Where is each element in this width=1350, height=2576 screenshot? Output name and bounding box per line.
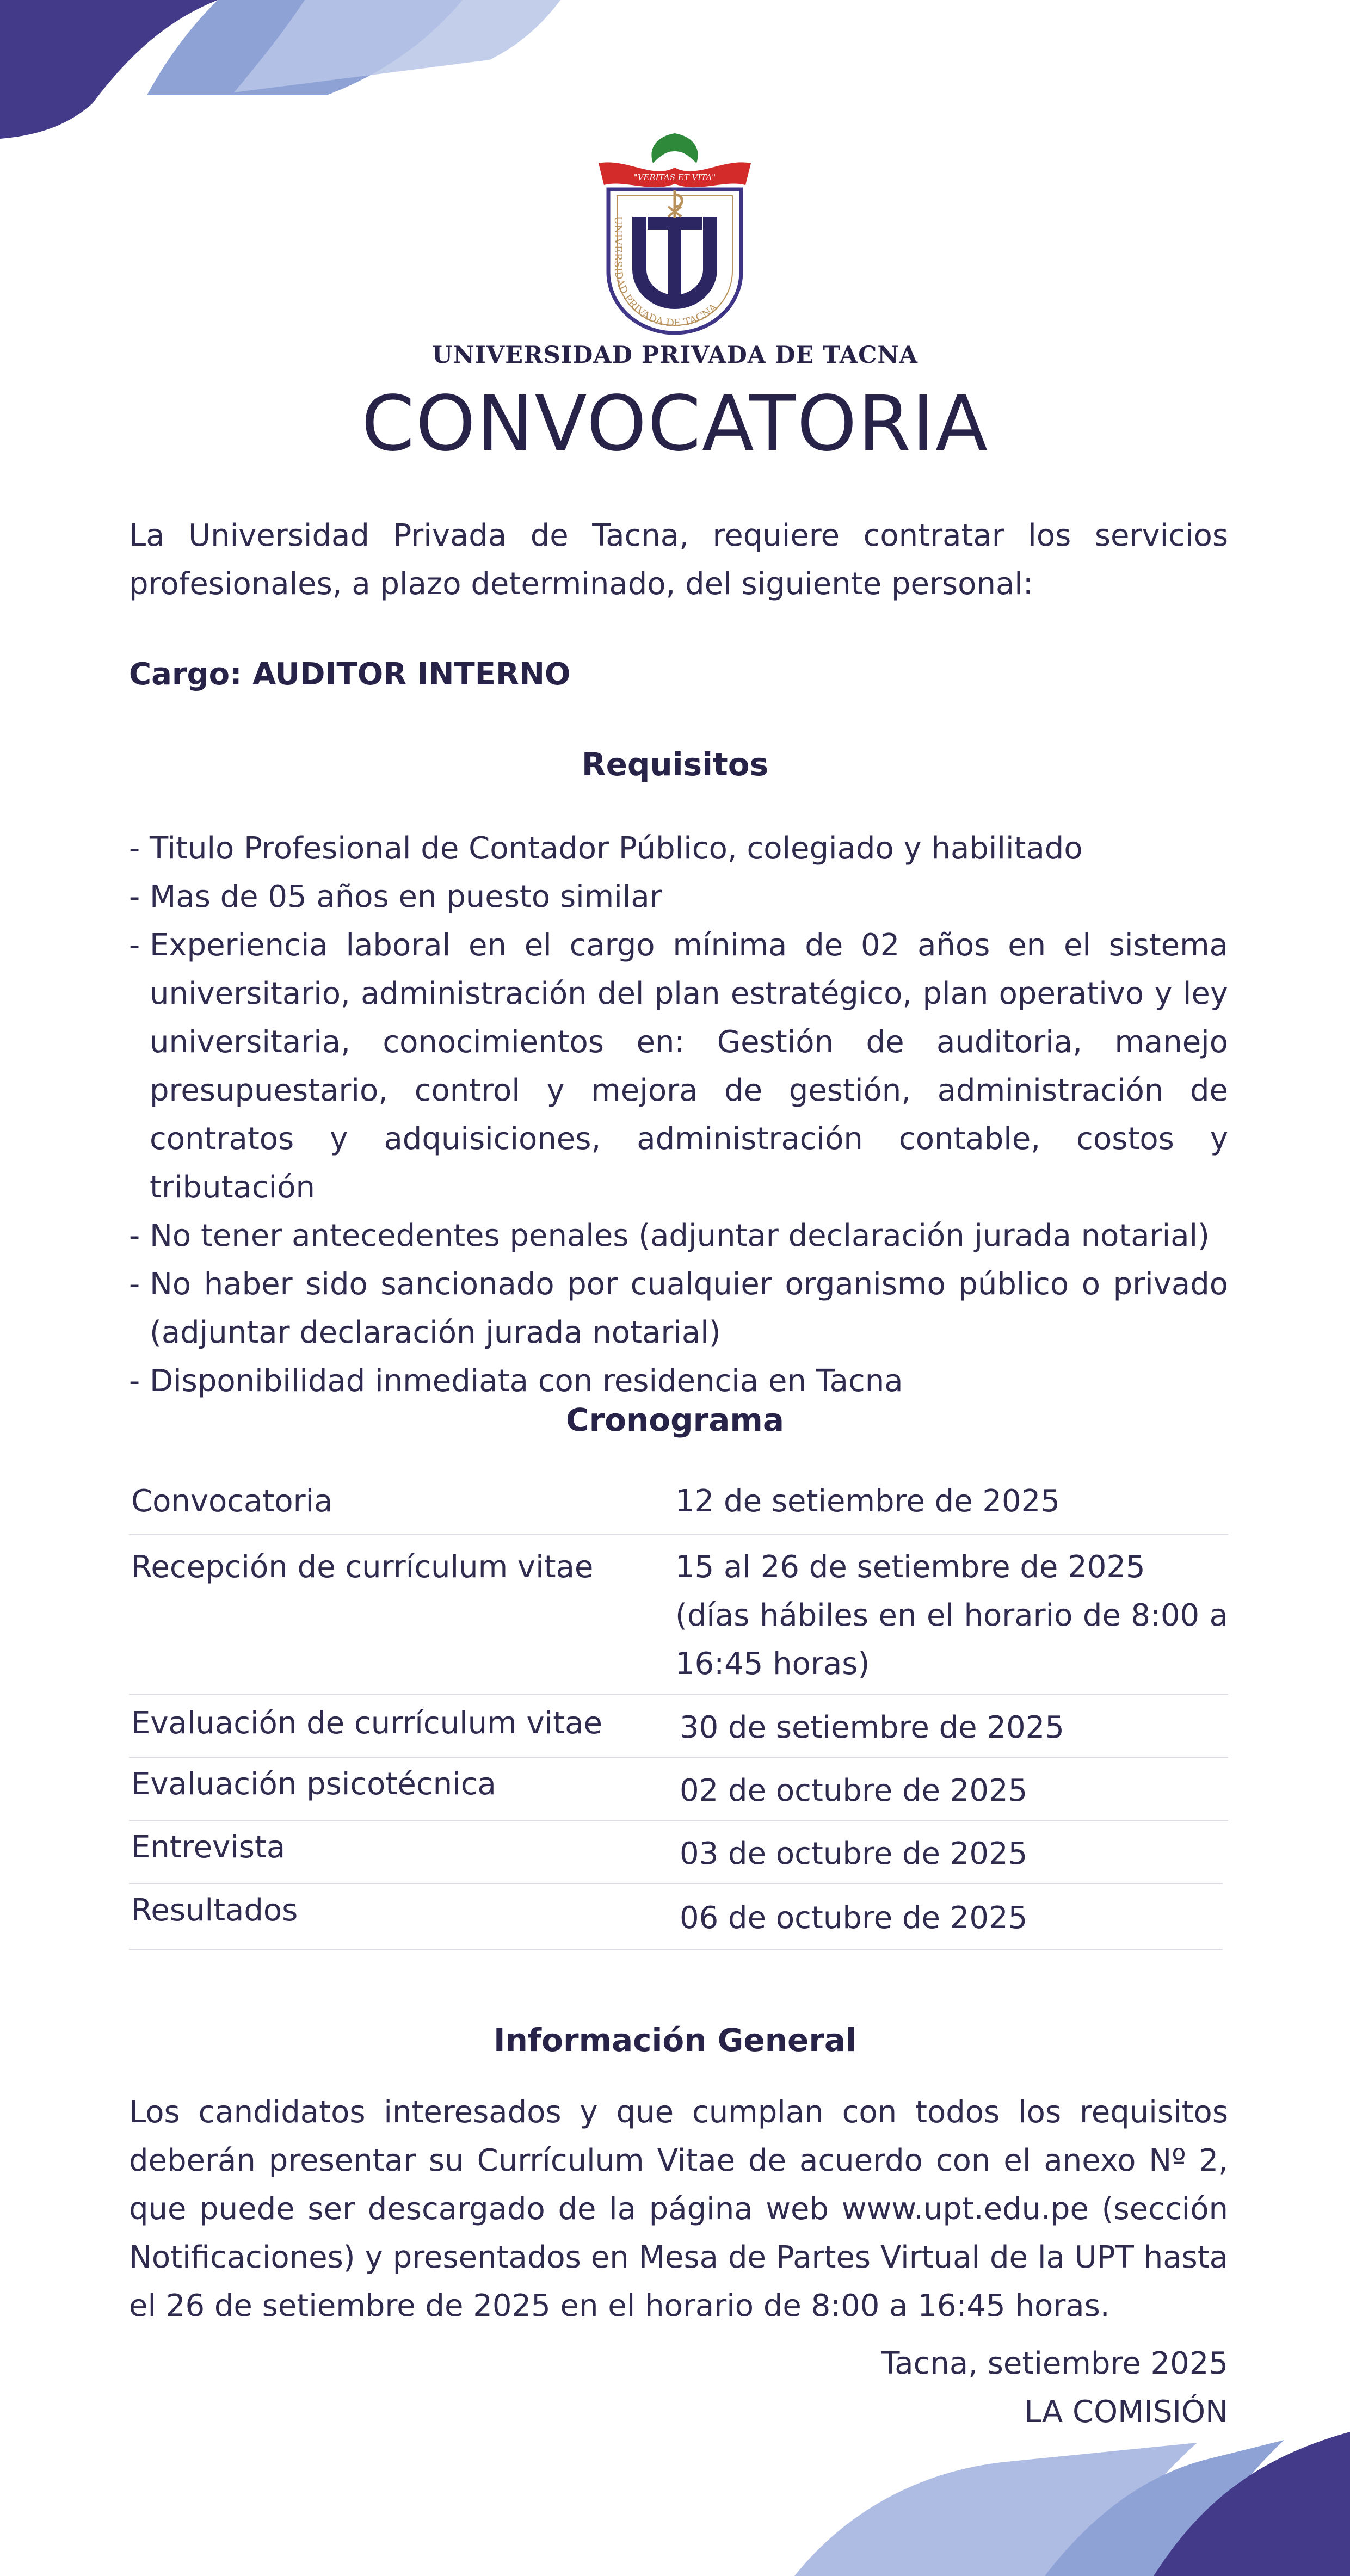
university-logo — [593, 125, 756, 337]
requirements-list — [129, 824, 1228, 1405]
schedule-date: 15 al 26 de setiembre de 2025 — [675, 1549, 1145, 1585]
schedule-stage: Resultados — [131, 1893, 298, 1928]
table-row — [129, 1474, 1228, 1535]
schedule-date: 30 de setiembre de 2025 — [680, 1710, 1064, 1745]
signoff — [129, 2339, 1228, 2436]
schedule-date: 03 de octubre de 2025 — [680, 1836, 1028, 1871]
intro-paragraph: La Universidad Privada de Tacna, requiere contratar los servicios profesionales, a plazo determinado, del siguiente personal: — [129, 518, 1228, 602]
requirement-item: - No haber sido sancionado por cualquier organismo público o privado (adjuntar declaración jurada notarial) — [129, 1260, 1228, 1357]
general-info-heading: Información General — [494, 2022, 856, 2059]
table-row — [129, 1884, 1223, 1950]
requirement-item: - No tener antecedentes penales (adjuntar declaración jurada notarial) — [129, 1212, 1228, 1260]
schedule-heading: Cronograma — [566, 1401, 784, 1438]
schedule-date: 12 de setiembre de 2025 — [675, 1484, 1060, 1519]
table-row — [129, 1535, 1228, 1695]
table-row — [129, 1758, 1228, 1821]
signoff-signer: LA COMISIÓN — [1024, 2394, 1228, 2430]
top-corner-decoration — [0, 0, 599, 141]
institution-name: UNIVERSIDAD PRIVADA DE TACNA — [432, 342, 918, 369]
page-title: CONVOCATORIA — [361, 380, 989, 468]
schedule-stage: Recepción de currículum vitae — [131, 1549, 594, 1585]
general-info-paragraph: Los candidatos interesados y que cumplan con todos los requisitos deberán presentar su Currículum Vitae de acuerdo con el anexo Nº 2, que puede ser descargado de la página web www.upt.edu.pe (sección Notificaciones) y presentados en Mesa de Partes Virtual de la UPT hasta el 26 de setiembre de 2025 en el horario de 8:00 a 16:45 horas. — [129, 2095, 1228, 2324]
schedule-date: 06 de octubre de 2025 — [680, 1900, 1028, 1936]
logo-motto: "VERITAS ET VITA" — [633, 172, 716, 182]
requirement-item: - Experiencia laboral en el cargo mínima de 02 años en el sistema universitario, administración del plan estratégico, plan operativo y ley universitaria, conocimientos en: Gestión de auditoria, manejo presupuestario, control y mejora de gestión, administración de contratos y adquisiciones, administración contable, costos y tributación — [129, 921, 1228, 1212]
schedule-stage: Convocatoria — [131, 1484, 333, 1519]
table-row — [129, 1821, 1223, 1884]
requirement-item: - Titulo Profesional de Contador Público, colegiado y habilitado — [129, 824, 1228, 873]
requirements-heading: Requisitos — [581, 746, 769, 783]
signoff-place-date: Tacna, setiembre 2025 — [881, 2346, 1228, 2381]
job-title: Cargo: AUDITOR INTERNO — [129, 657, 571, 692]
requirement-item: - Mas de 05 años en puesto similar — [129, 873, 1228, 921]
schedule-note: (días hábiles en el horario de 8:00 a 16:45 horas) — [675, 1598, 1228, 1682]
requirement-item: - Disponibilidad inmediata con residencia en Tacna — [129, 1357, 1228, 1405]
schedule-stage: Entrevista — [131, 1830, 286, 1865]
schedule-date: 02 de octubre de 2025 — [680, 1773, 1028, 1808]
table-row — [129, 1695, 1228, 1758]
schedule-stage: Evaluación de currículum vitae — [131, 1706, 602, 1741]
logo-ring-text: UNIVERSIDAD PRIVADA DE TACNA — [612, 215, 720, 330]
schedule-stage: Evaluación psicotécnica — [131, 1766, 496, 1802]
schedule-table — [129, 1474, 1228, 1950]
